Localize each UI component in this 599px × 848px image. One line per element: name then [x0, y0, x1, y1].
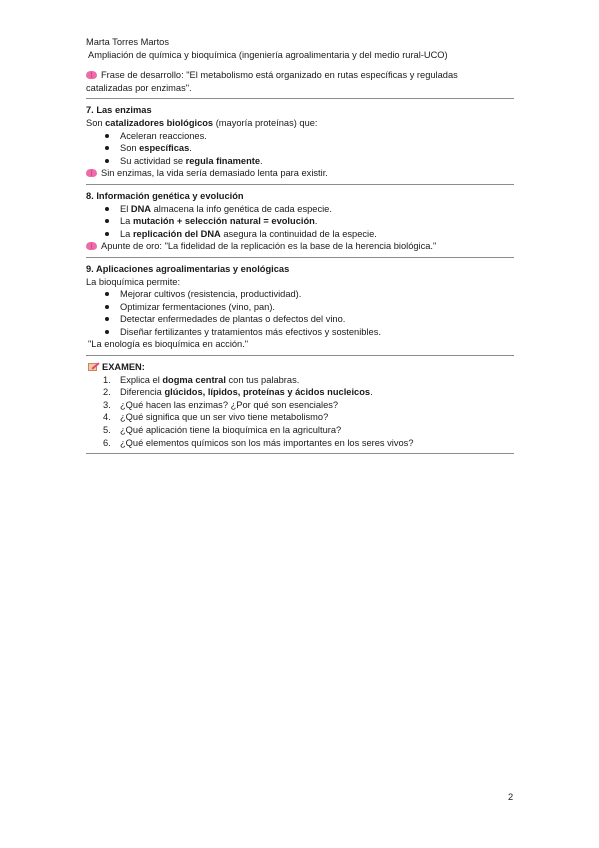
intro-line-2: catalizadas por enzimas".	[86, 82, 192, 93]
section-title: 7. Las enzimas	[86, 105, 152, 116]
list-item: Su actividad se regula finamente.	[86, 155, 514, 168]
list-item: Son específicas.	[86, 142, 514, 155]
section-divider	[86, 184, 514, 185]
section-quote: "La enología es bioquímica en acción."	[88, 339, 249, 350]
list-item: Detectar enfermedades de plantas o defectos del vino.	[86, 313, 514, 326]
section-applications	[86, 263, 514, 351]
page-number: 2	[508, 792, 514, 802]
bullet-list	[86, 130, 514, 168]
section-divider	[86, 355, 514, 356]
exam-title: EXAMEN:	[102, 362, 145, 373]
brain-icon	[86, 71, 97, 79]
list-item: 6. ¿Qué elementos químicos son los más importantes en los seres vivos?	[103, 437, 414, 448]
list-item: 2. Diferencia glúcidos, lípidos, proteínas y ácidos nucleicos.	[103, 387, 373, 398]
section-title: 8. Información genética y evolución	[86, 190, 244, 201]
section-divider	[86, 98, 514, 99]
list-item: 1. Explica el dogma central con tus palabras.	[103, 374, 300, 385]
list-item: 4. ¿Qué significa que un ser vivo tiene metabolismo?	[103, 412, 329, 423]
list-item: 3. ¿Qué hacen las enzimas? ¿Por qué son esenciales?	[103, 399, 339, 410]
bullet-list	[86, 203, 514, 241]
exam-list	[86, 374, 514, 450]
list-item: Mejorar cultivos (resistencia, productividad).	[86, 288, 514, 301]
section-lead: Son catalizadores biológicos (mayoría proteínas) que:	[86, 117, 318, 128]
bullet-list	[86, 288, 514, 338]
section-genetics	[86, 190, 514, 253]
section-divider	[86, 257, 514, 258]
intro-paragraph	[86, 69, 514, 94]
section-title: 9. Aplicaciones agroalimentarias y enológicas	[86, 263, 290, 274]
section-enzymes	[86, 104, 514, 180]
list-item: El DNA almacena la info genética de cada especie.	[86, 203, 514, 216]
brain-icon	[86, 242, 97, 250]
list-item: Optimizar fermentaciones (vino, pan).	[86, 301, 514, 314]
section-divider	[86, 453, 514, 454]
list-item: Diseñar fertilizantes y tratamientos más efectivos y sostenibles.	[86, 326, 514, 339]
list-item: 5. ¿Qué aplicación tiene la bioquímica en la agricultura?	[103, 425, 342, 436]
course-title: Ampliación de química y bioquímica (ingeniería agroalimentaria y del medio rural-UCO)	[88, 49, 448, 60]
intro-line-1: Frase de desarrollo: "El metabolismo está organizado en rutas específicas y reguladas	[101, 70, 458, 81]
section-note: Sin enzimas, la vida sería demasiado lenta para existir.	[86, 167, 514, 180]
exam-title-row	[86, 361, 514, 374]
document-page	[86, 36, 514, 459]
brain-icon	[86, 169, 97, 177]
list-item: La replicación del DNA asegura la continuidad de la especie.	[86, 228, 514, 241]
section-note: Apunte de oro: "La fidelidad de la replicación es la base de la herencia biológica."	[86, 240, 514, 253]
list-item: Aceleran reacciones.	[86, 130, 514, 143]
author-name: Marta Torres Martos	[86, 37, 170, 47]
memo-icon	[88, 362, 99, 371]
section-exam	[86, 361, 514, 449]
section-lead: La bioquímica permite:	[86, 276, 181, 287]
list-item: La mutación + selección natural = evolución.	[86, 215, 514, 228]
